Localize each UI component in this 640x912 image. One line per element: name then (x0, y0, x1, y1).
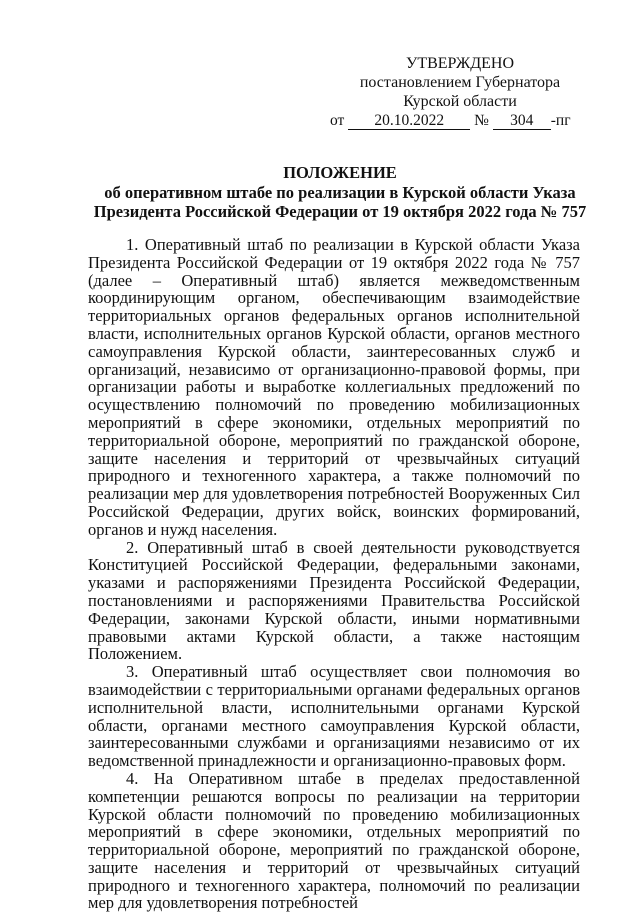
number-label: № (474, 112, 489, 129)
number-suffix: -пг (550, 112, 571, 129)
approval-line-1: постановлением Губернатора (359, 74, 561, 91)
approval-date: 20.10.2022 (348, 113, 470, 130)
paragraph-3: 3. Оперативный штаб осуществляет свои полномочия во взаимодействии с территориальными органами федеральных органов исполнительной власти, исполнительными органами Курской области, органами местного самоуправления Курской области, заинтересованными службами и организациями независимо от их ведомственной принадлежности и организационно-правовых форм. (88, 662, 580, 771)
title-subtitle-line-2: Президента Российской Федерации от 19 октября 2022 года № 757 (93, 202, 587, 221)
approved-heading: УТВЕРЖДЕНО (405, 55, 514, 72)
paragraph-1: 1. Оперативный штаб по реализации в Курской области Указа Президента Российской Федерации от 19 октября 2022 года № 757 (далее – Оперативный штаб) является межведомственным координирующим органом, обеспечивающим взаимодействие территориальных органов федеральных органов исполнительной власти, исполнительных органов Курской области, органов местного самоуправления Курской области, заинтересованных служб и организаций, независимо от организационно-правовой формы, при организации работы и выработке коллегиальных предложений по осуществлению полномочий по проведению мобилизационных мероприятий в сфере экономики, отдельных мероприятий по территориальной обороне, мероприятий по гражданской обороне, защите населения и территорий от чрезвычайных ситуаций природного и техногенного характера, а также полномочий по реализации мер для удовлетворения потребностей Вооруженных Сил Российской Федерации, других войск, воинских формирований, органов и нужд населения. (88, 235, 580, 539)
document-title (80, 163, 600, 222)
approval-stamp (330, 54, 590, 130)
paragraph-4: 4. На Оперативном штабе в пределах предоставленной компетенции решаются вопросы по реализации на территории Курской области полномочий по проведению мобилизационных мероприятий в сфере экономики, отдельных мероприятий по территориальной обороне, мероприятий по гражданской обороне, защите населения и территорий от чрезвычайных ситуаций природного и техногенного характера, полномочий по реализации мер для удовлетворения потребностей (88, 768, 580, 912)
title-heading: ПОЛОЖЕНИЕ (283, 163, 397, 182)
paragraph-2: 2. Оперативный штаб в своей деятельности руководствуется Конституцией Российской Федерации, федеральными законами, указами и распоряжениями Президента Российской Федерации, постановлениями и распоряжениями Правительства Российской Федерации, законами Курской области, иными нормативными правовыми актами Курской области, а также настоящим Положением. (88, 537, 580, 664)
title-subtitle-line-1: об оперативном штабе по реализации в Курской области Указа (104, 182, 576, 202)
approval-number: 304 (493, 113, 551, 130)
approval-date-line (330, 111, 590, 130)
document-body (88, 236, 580, 912)
from-label: от (330, 112, 345, 129)
approval-line-2: Курской области (403, 93, 517, 110)
